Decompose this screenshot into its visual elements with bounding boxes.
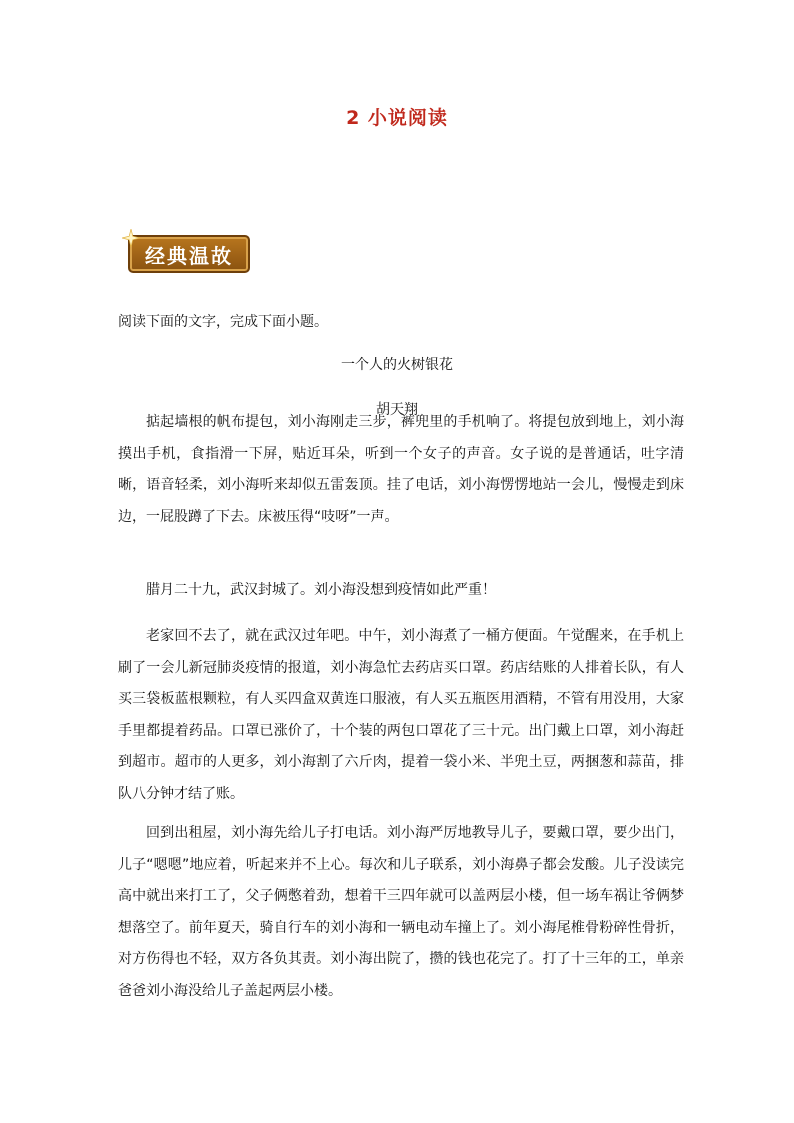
sparkle-star-icon bbox=[122, 229, 140, 247]
section-badge bbox=[128, 235, 250, 273]
story-paragraph: 掂起墙根的帆布提包，刘小海刚走三步，裤兜里的手机响了。将提包放到地上，刘小海摸出手机，食指滑一下屏，贴近耳朵，听到一个女子的声音。女子说的是普通话，吐字清晰，语音轻柔，刘小海听来却似五雷轰顶。挂了电话，刘小海愣愣地站一会儿，慢慢走到床边，一屁股蹲了下去。床被压得“吱呀”一声。 bbox=[118, 414, 684, 525]
instruction-text: 阅读下面的文字，完成下面小题。 bbox=[118, 314, 328, 330]
story-paragraph: 回到出租屋，刘小海先给儿子打电话。刘小海严厉地教导儿子，要戴口罩，要少出门，儿子“嗯嗯”地应着，听起来并不上心。每次和儿子联系，刘小海鼻子都会发酸。儿子没读完高中就出来打工了，父子俩憋着劲，想着干三四年就可以盖两层小楼，但一场车祸让爷俩梦想落空了。前年夏天，骑自行车的刘小海和一辆电动车撞上了。刘小海尾椎骨粉碎性骨折，对方伤得也不轻，双方各负其责。刘小海出院了，攒的钱也花完了。打了十三年的工，单亲爸爸刘小海没给儿子盖起两层小楼。 bbox=[118, 825, 684, 999]
story-author: 胡天翔 bbox=[376, 402, 418, 418]
story-paragraph: 腊月二十九，武汉封城了。刘小海没想到疫情如此严重！ bbox=[146, 582, 496, 598]
story-title: 一个人的火树银花 bbox=[341, 357, 453, 373]
story-paragraph: 老家回不去了，就在武汉过年吧。中午，刘小海煮了一桶方便面。午觉醒来，在手机上刷了一会儿新冠肺炎疫情的报道，刘小海急忙去药店买口罩。药店结账的人排着长队，有人买三袋板蓝根颗粒，有人买四盒双黄连口服液，有人买五瓶医用酒精，不管有用没用，大家手里都提着药品。口罩已涨价了，十个装的两包口罩花了三十元。出门戴上口罩，刘小海赶到超市。超市的人更多，刘小海割了六斤肉，提着一袋小米、半兜土豆，两捆葱和蒜苗，排队八分钟才结了账。 bbox=[118, 628, 684, 802]
badge-label: 经典温故 bbox=[145, 243, 233, 268]
page-title: 2 小说阅读 bbox=[346, 107, 448, 129]
